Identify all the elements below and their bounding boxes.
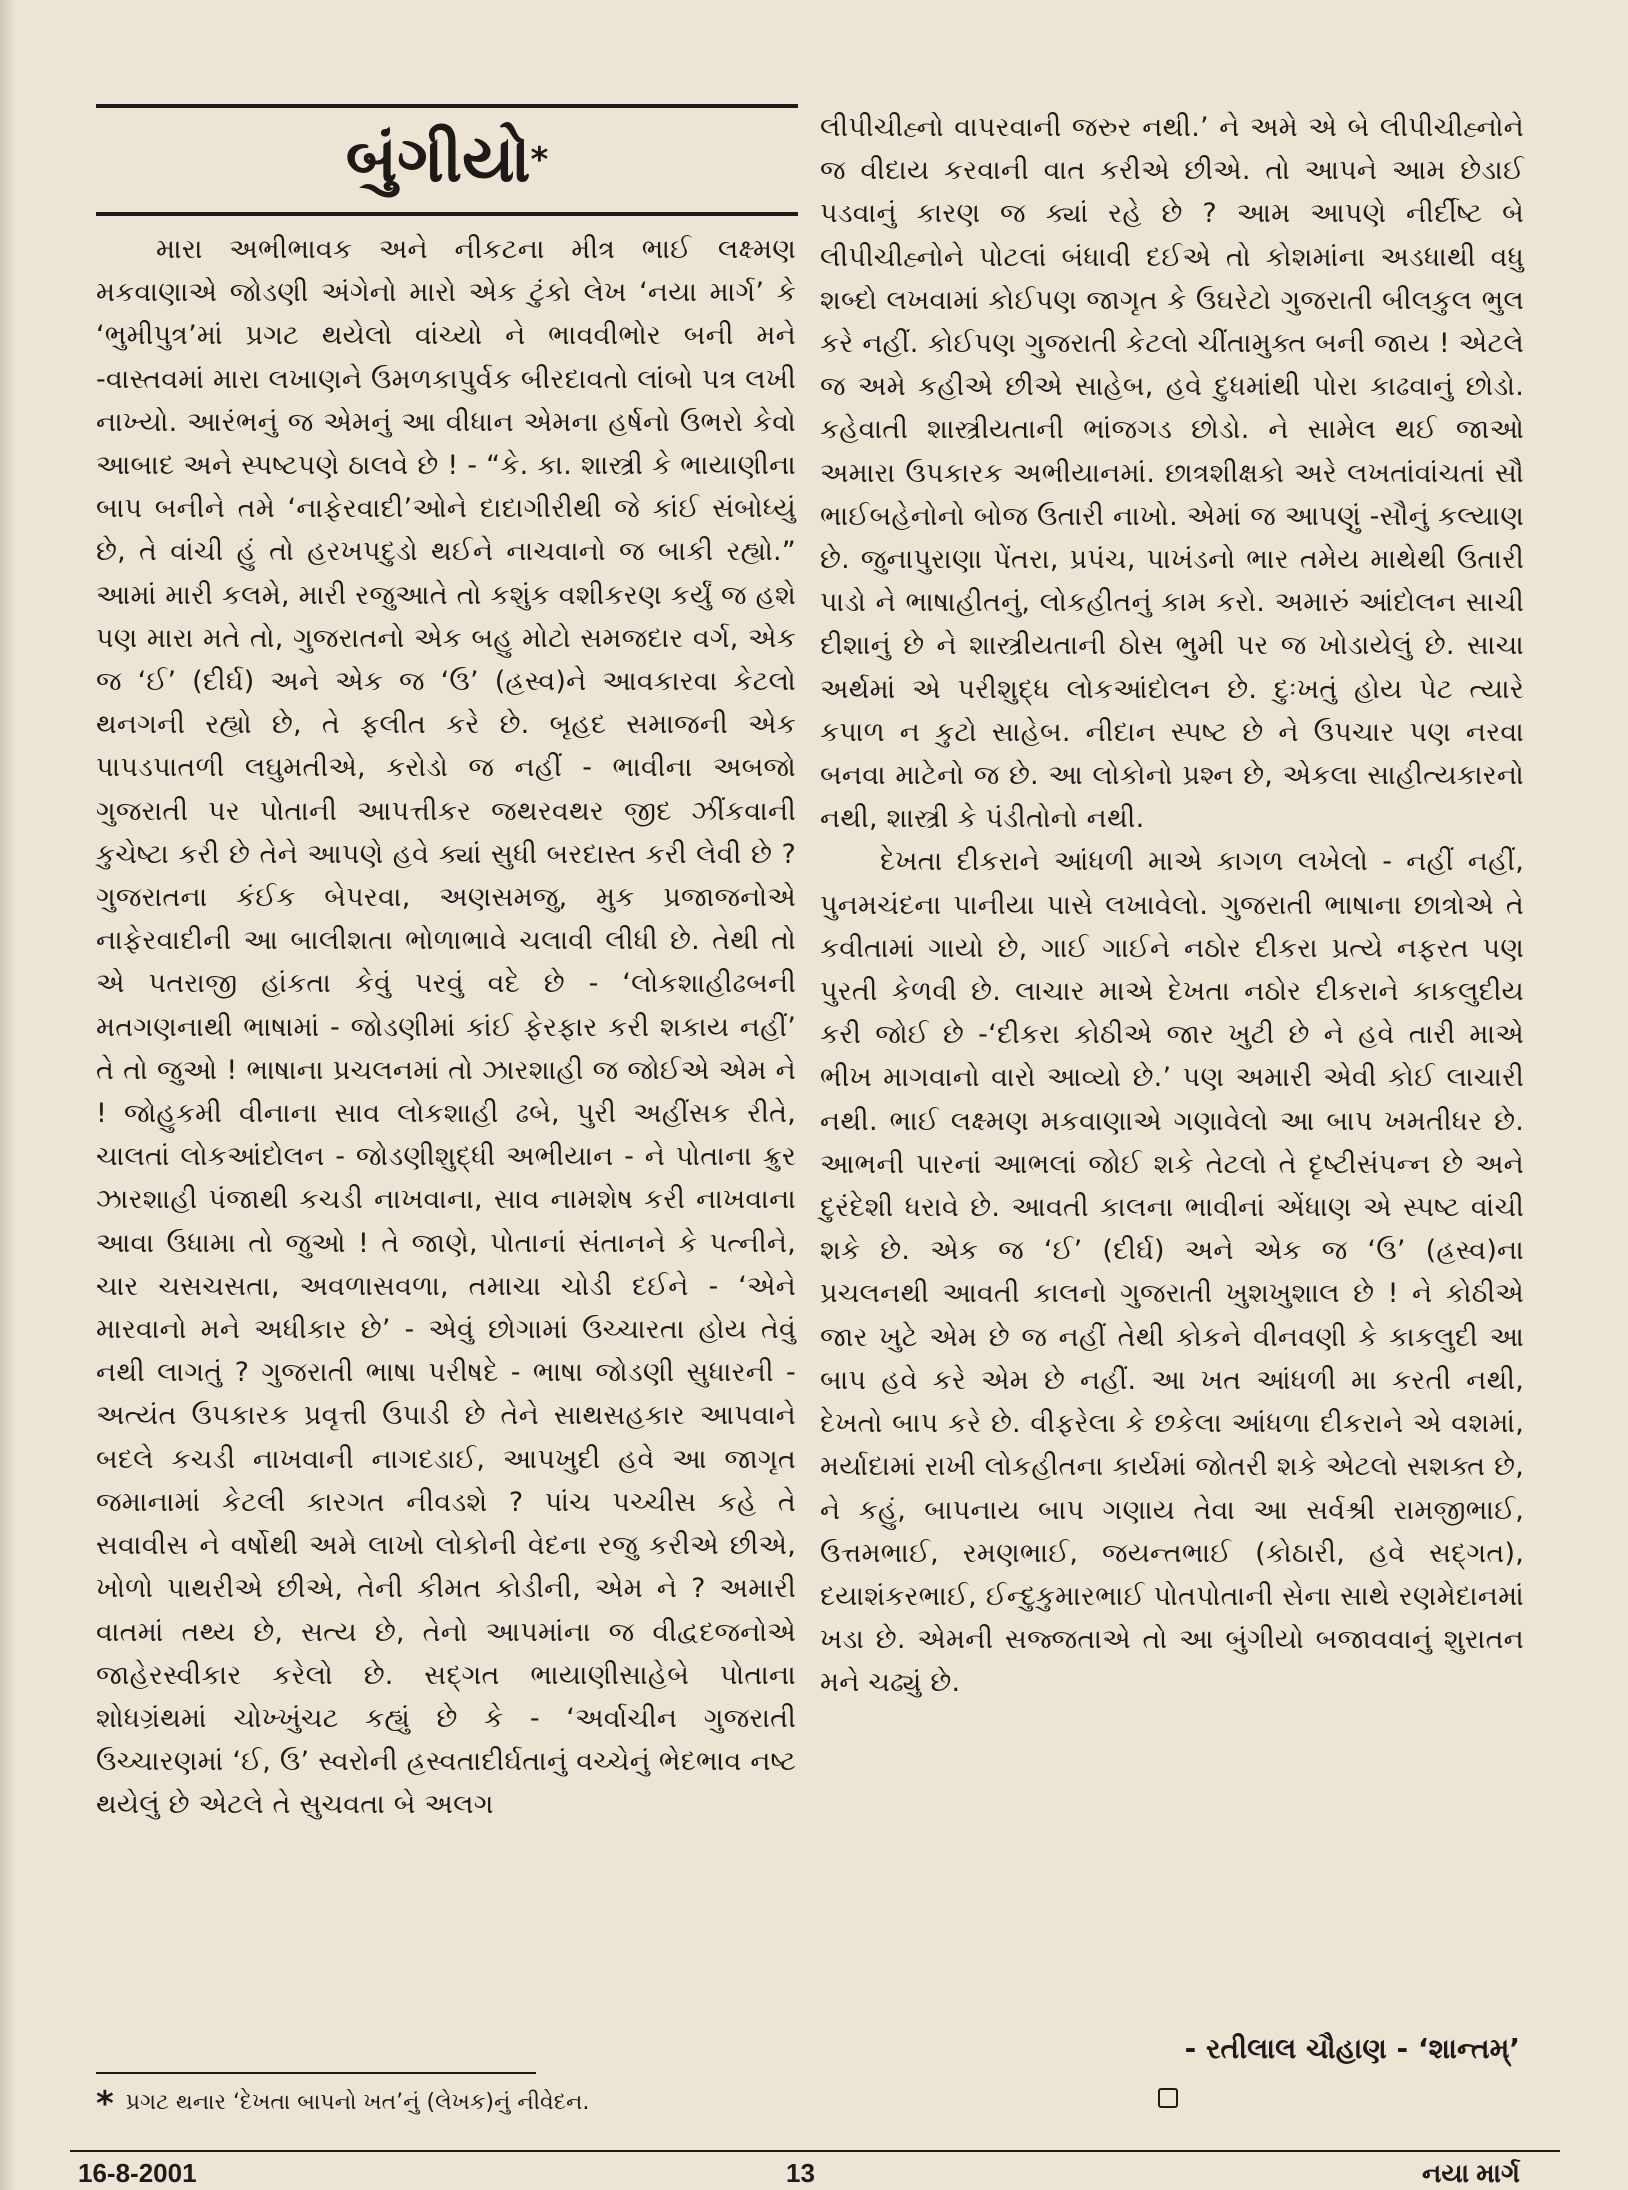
footer-date: 16-8-2001 — [78, 2158, 197, 2188]
article-title-mark: * — [530, 140, 549, 180]
page-edge-shadow — [0, 0, 16, 2190]
right-paragraph-1: લીપીચીહ્નો વાપરવાની જરુર નથી.’ ને અમે એ બે લીપીચીહ્નોને જ વીદાય કરવાની વાત કરીએ છીએ. તો આપને આમ છેડાઈ પડવાનું કારણ જ ક્યાં રહે છે ? આમ આપણે નીર્દીષ્ટ બે લીપીચીહ્નોને પોટલાં બંધાવી દઈએ તો કોશમાંના અડધાથી વધુ શબ્દો લખવામાં કોઈપણ જાગૃત કે ઉઘરેટો ગુજરાતી બીલકુલ ભુલ કરે નહીં. કોઈપણ ગુજરાતી કેટલો ચીંતામુક્ત બની જાય ! એટલે જ અમે કહીએ છીએ સાહેબ, હવે દુધમાંથી પોરા કાઢવાનું છોડો. કહેવાતી શાસ્ત્રીયતાની ભાંજગડ છોડો. ને સામેલ થઈ જાઓ અમારા ઉપકારક અભીયાનમાં. છાત્રશીક્ષકો અરે લખતાંવાંચતાં સૌ ભાઈબહેનોનો બોજ ઉતારી નાખો. એમાં જ આપણું -સૌનું કલ્યાણ છે. જુનાપુરાણા પેંતરા, પ્રપંચ, પાખંડનો ભાર તમેય માથેથી ઉતારી પાડો ને ભાષાહીતનું, લોકહીતનું કામ કરો. અમારું આંદોલન સાચી દીશાનું છે ને શાસ્ત્રીયતાની ઠોસ ભુમી પર જ ખોડાયેલું છે. સાચા અર્થમાં એ પરીશુદ્ધ લોકઆંદોલન છે. દુઃખતું હોય પેટ ત્યારે કપાળ ન કુટો સાહેબ. નીદાન સ્પષ્ટ છે ને ઉપચાર પણ નરવા બનવા માટેનો જ છે. આ લોકોનો પ્રશ્ન છે, એકલા સાહીત્યકારનો નથી, શાસ્ત્રી કે પંડીતોનો નથી. — [820, 112, 1524, 835]
article-title — [96, 118, 798, 202]
end-of-article-square-icon — [1158, 2088, 1178, 2108]
title-rule-bottom — [96, 212, 798, 216]
footer-rule — [70, 2150, 1560, 2152]
left-column — [96, 228, 796, 1827]
right-paragraph-2: દેખતા દીકરાને આંધળી માએ કાગળ લખેલો - નહીં નહીં, પુનમચંદના પાનીયા પાસે લખાવેલો. ગુજરાતી ભાષાના છાત્રોએ તે કવીતામાં ગાયો છે, ગાઈ ગાઈને નઠોર દીકરા પ્રત્યે નફરત પણ પુરતી કેળવી છે. લાચાર માએ દેખતા નઠોર દીકરાને કાકલુદીય કરી જોઈ છે -‘દીકરા કોઠીએ જાર ખુટી છે ને હવે તારી માએ ભીખ માગવાનો વારો આવ્યો છે.’ પણ અમારી એવી કોઈ લાચારી નથી. ભાઈ લક્ષ્મણ મકવાણાએ ગણાવેલો આ બાપ ખમતીધર છે. આભની પારનાં આભલાં જોઈ શકે તેટલો તે દૃષ્ટીસંપન્ન છે અને દુરંદેશી ધરાવે છે. આવતી કાલના ભાવીનાં એંધાણ એ સ્પષ્ટ વાંચી શકે છે. એક જ ‘ઈ’ (દીર્ઘ) અને એક જ ‘ઉ’ (હ્રસ્વ)ના પ્રચલનથી આવતી કાલનો ગુજરાતી ખુશખુશાલ છે ! ને કોઠીએ જાર ખુટે એમ છે જ નહીં તેથી કોકને વીનવણી કે કાકલુદી આ બાપ હવે કરે એમ છે નહીં. આ ખત આંધળી મા કરતી નથી, દેખતો બાપ કરે છે. વીફરેલા કે છકેલા આંધળા દીકરાને એ વશમાં, મર્યાદામાં રાખી લોકહીતના કાર્યમાં જોતરી શકે એટલો સશક્ત છે, ને કહું, બાપનાય બાપ ગણાય તેવા આ સર્વશ્રી રામજીભાઈ, ઉત્તમભાઈ, રમણભાઈ, જયન્તભાઈ (કોઠારી, હવે સદ્ગત), દયાશંકરભાઈ, ઈન્દુકુમારભાઈ પોતપોતાની સેના સાથે રણમેદાનમાં ખડા છે. એમની સજ્જતાએ તો આ બુંગીયો બજાવવાનું શુરાતન મને ચઢ્યું છે. — [820, 846, 1524, 1699]
footnote-rule — [96, 2072, 536, 2074]
right-column — [820, 106, 1524, 1705]
author-signature: - રતીલાલ ચૌહાણ - ‘શાન્તમ્’ — [1184, 2032, 1520, 2065]
page-number: 13 — [786, 2158, 815, 2188]
title-rule-top — [96, 104, 798, 108]
article-header — [96, 104, 798, 220]
footnote-mark: * — [96, 2084, 114, 2124]
article-title-text: બુંગીયો — [345, 123, 531, 197]
footnote — [96, 2084, 796, 2124]
publication-name: નયા માર્ગ — [1422, 2158, 1520, 2188]
footnote-text: પ્રગટ થનાર ‘દેખતા બાપનો ખત’નું (લેખક)નું નીવેદન. — [125, 2090, 590, 2115]
left-paragraph-1: મારા અભીભાવક અને નીકટના મીત્ર ભાઈ લક્ષ્મણ મકવાણાએ જોડણી અંગેનો મારો એક ટુંકો લેખ ‘નયા માર્ગ’ કે ‘ભુમીપુત્ર’માં પ્રગટ થયેલો વાંચ્યો ને ભાવવીભોર બની મને -વાસ્તવમાં મારા લખાણને ઉમળકાપુર્વક બીરદાવતો લાંબો પત્ર લખી નાખ્યો. આરંભનું જ એમનું આ વીધાન એમના હર્ષનો ઉભરો કેવો આબાદ અને સ્પષ્ટપણે ઠાલવે છે ! - “કે. કા. શાસ્ત્રી કે ભાયાણીના બાપ બનીને તમે ‘નાફેરવાદી’ઓને દાદાગીરીથી જે કાંઈ સંબોધ્યું છે, તે વાંચી હું તો હરખપદુડો થઈને નાચવાનો જ બાકી રહ્યો.” આમાં મારી કલમે, મારી રજુઆતે તો કશુંક વશીકરણ કર્યું જ હશે પણ મારા મતે તો, ગુજરાતનો એક બહુ મોટો સમજદાર વર્ગ, એક જ ‘ઈ’ (દીર્ઘ) અને એક જ ‘ઉ’ (હ્રસ્વ)ને આવકારવા કેટલો થનગની રહ્યો છે, તે ફલીત કરે છે. બૃહદ સમાજની એક પાપડપાતળી લઘુમતીએ, કરોડો જ નહીં - ભાવીના અબજો ગુજરાતી પર પોતાની આપત્તીકર જથરવથર જીદ ઝીંકવાની કુચેષ્ટા કરી છે તેને આપણે હવે ક્યાં સુધી બરદાસ્ત કરી લેવી છે ? ગુજરાતના કંઈક બેપરવા, અણસમજુ, મુક પ્રજાજનોએ નાફેરવાદીની આ બાલીશતા ભોળાભાવે ચલાવી લીધી છે. તેથી તો એ પતરાજી હાંકતા કેવું પરવું વદે છે - ‘લોકશાહીઢબની મતગણનાથી ભાષામાં - જોડણીમાં કાંઈ ફેરફાર કરી શકાય નહીં’ તે તો જુઓ ! ભાષાના પ્રચલનમાં તો ઝારશાહી જ જોઈએ એમ ને ! જોહુકમી વીનાના સાવ લોકશાહી ઢબે, પુરી અહીંસક રીતે, ચાલતાં લોકઆંદોલન - જોડણીશુદ્ધી અભીયાન - ને પોતાના ક્રુર ઝારશાહી પંજાથી કચડી નાખવાના, સાવ નામશેષ કરી નાખવાના આવા ઉધામા તો જુઓ ! તે જાણે, પોતાનાં સંતાનને કે પત્નીને, ચાર ચસચસતા, અવળાસવળા, તમાચા ચોડી દઈને - ‘એને મારવાનો મને અધીકાર છે’ - એવું છોગામાં ઉચ્ચારતા હોય તેવું નથી લાગતું ? ગુજરાતી ભાષા પરીષદે - ભાષા જોડણી સુધારની - અત્યંત ઉપકારક પ્રવૃત્તી ઉપાડી છે તેને સાથસહકાર આપવાને બદલે કચડી નાખવાની નાગદડાઈ, આપખુદી હવે આ જાગૃત જમાનામાં કેટલી કારગત નીવડશે ? પાંચ પચ્ચીસ કહે તે સવાવીસ ને વર્ષોથી અમે લાખો લોકોની વેદના રજુ કરીએ છીએ, ખોળો પાથરીએ છીએ, તેની કીમત કોડીની, એમ ને ? અમારી વાતમાં તથ્ય છે, સત્ય છે, તેનો આપમાંના જ વીદ્વદજનોએ જાહેરસ્વીકાર કરેલો છે. સદ્ગત ભાયાણીસાહેબે પોતાના શોધગ્રંથમાં ચોખ્ખુંચટ કહ્યું છે કે - ‘અર્વાચીન ગુજરાતી ઉચ્ચારણમાં ‘ઈ, ઉ’ સ્વરોની હ્રસ્વતાદીર્ઘતાનું વચ્ચેનું ભેદભાવ નષ્ટ થયેલું છે એટલે તે સુચવતા બે અલગ — [96, 234, 796, 1821]
